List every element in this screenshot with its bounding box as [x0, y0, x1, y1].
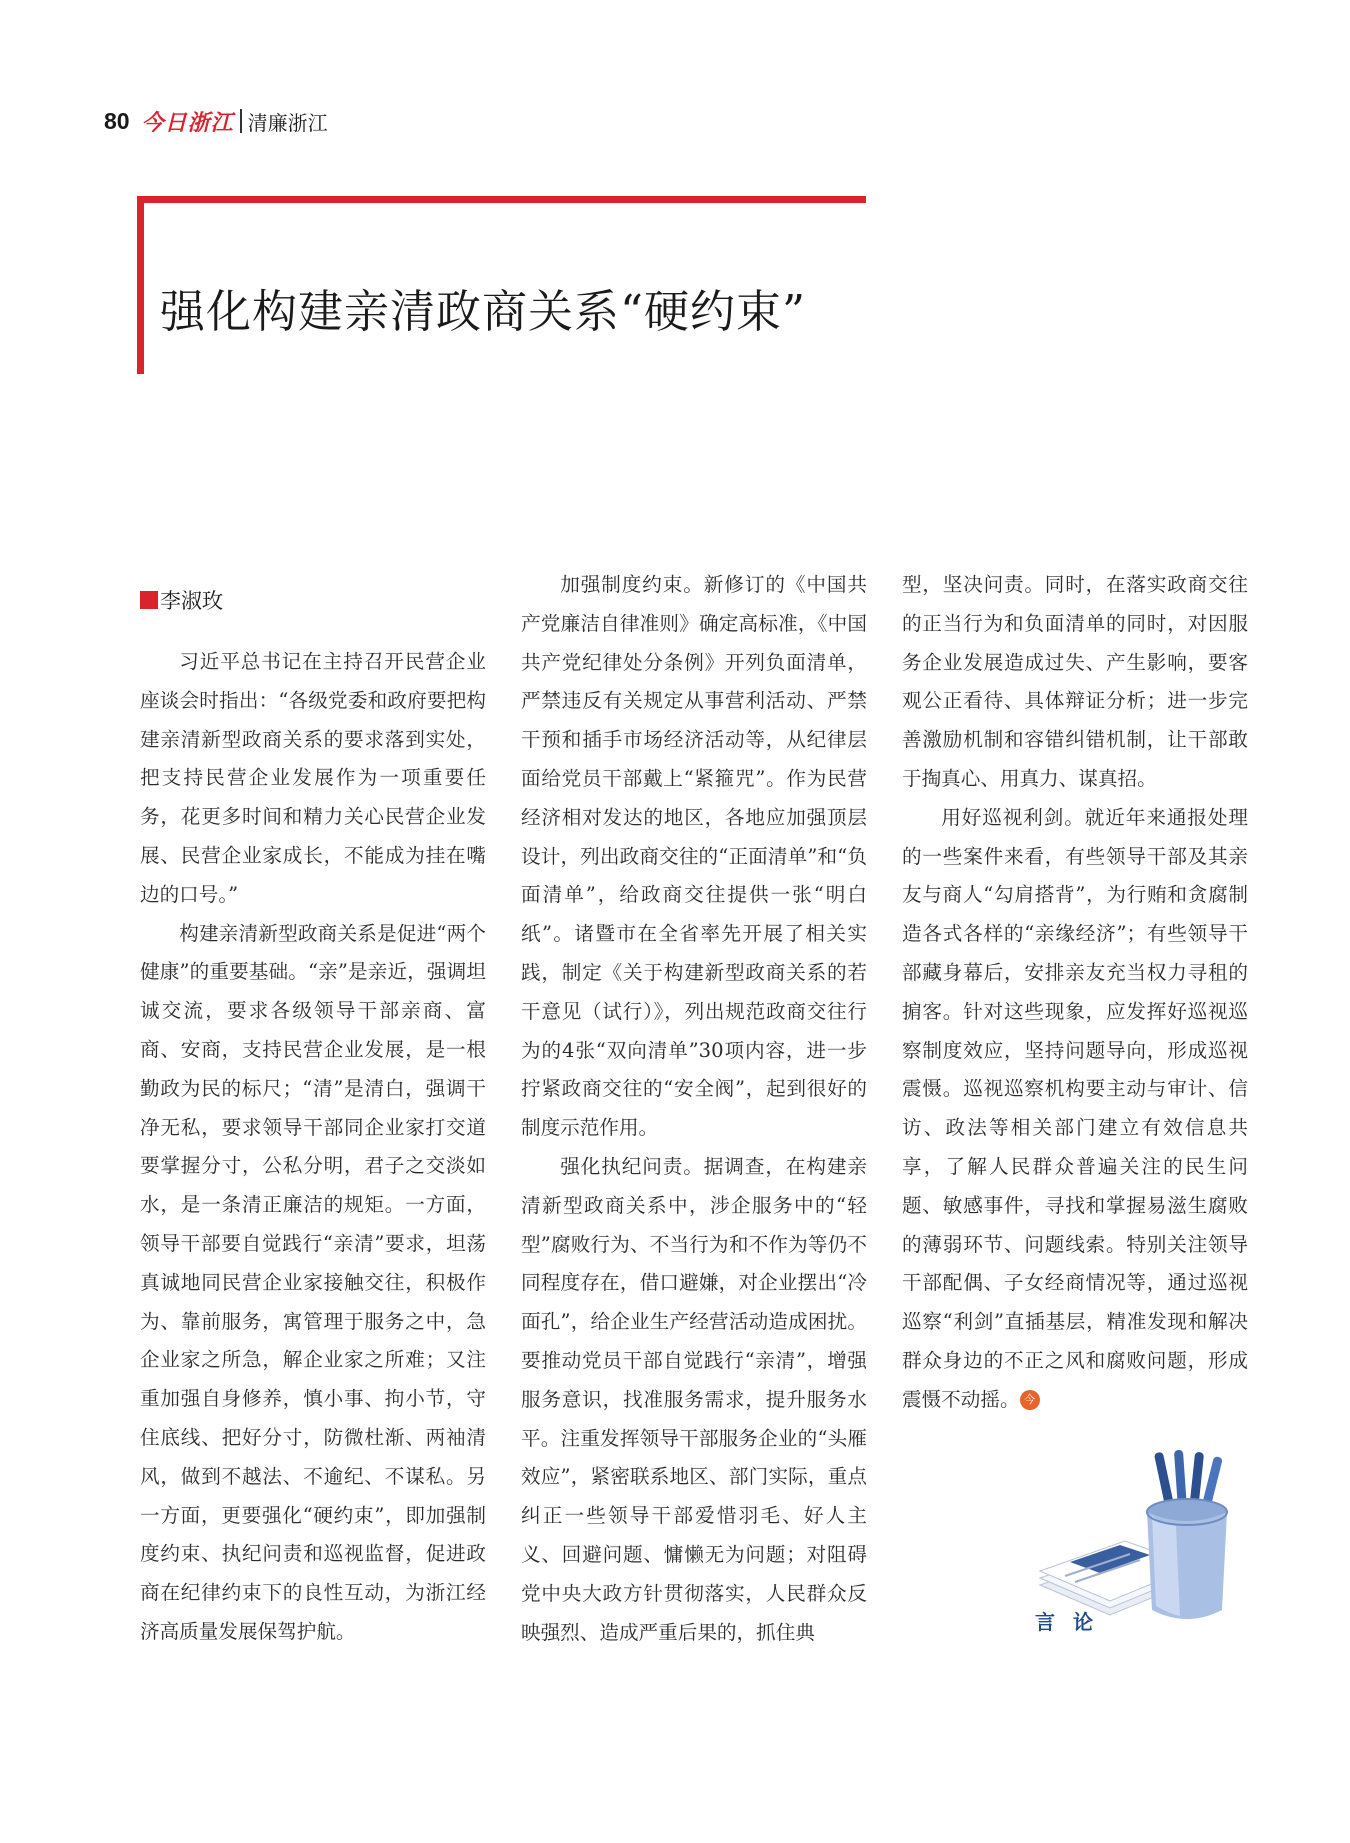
author-name: 李淑玫	[160, 589, 223, 613]
article-title: 强化构建亲清政商关系“硬约束”	[160, 285, 807, 338]
illustration-caption: 言论	[1035, 1610, 1111, 1634]
paragraph-continued: 型，坚决问责。同时，在落实政商交往的正当行为和负面清单的同时，对因服务企业发展造成过失、产生影响，要客观公正看待、具体辩证分析；进一步完善激励机制和容错纠错机制，让干部敢于掏真心、用真力、谋真招。	[902, 573, 1248, 790]
paragraph: 强化执纪问责。据调查，在构建亲清新型政商关系中，涉企服务中的“轻型”腐败行为、不当行为和不作为等仍不同程度存在，借口避嫌，对企业摆出“冷面孔”，给企业生产经营活动造成困扰。要推动党员干部自觉践行“亲清”，增强服务意识，找准服务需求，提升服务水平。注重发挥领导干部服务企业的“头雁效应”，紧密联系地区、部门实际，重点纠正一些领导干部爱惜羽毛、好人主义、回避问题、慵懒无为问题；对阻碍党中央大政方针贯彻落实，人民群众反映强烈、造成严重后果的，抓住典	[521, 1154, 867, 1644]
paragraph: 构建亲清新型政商关系是促进“两个健康”的重要基础。“亲”是亲近，强调坦诚交流，要求各级领导干部亲商、富商、安商，支持民营企业发展，是一根勤政为民的标尺；“清”是清白，强调干净无私，要求领导干部同企业家打交道要掌握分寸，公私分明，君子之交淡如水，是一条清正廉洁的规矩。一方面，领导干部要自觉践行“亲清”要求，坦荡真诚地同民营企业家接触交往，积极作为、靠前服务，寓管理于服务之中，急企业家之所急，解企业家之所难；又注重加强自身修养，慎小事、拘小节，守住底线、把好分寸，防微杜渐、两袖清风，做到不越法、不逾纪、不谋私。另一方面，更要强化“硬约束”，即加强制度约束、执纪问责和巡视监督，促进政商在纪律约束下的良性互动，为浙江经济高质量发展保驾护航。	[140, 921, 486, 1643]
magazine-logo: 今日浙江	[141, 109, 234, 136]
author-byline	[140, 585, 223, 615]
author-marker-icon	[140, 591, 158, 609]
end-mark-icon: 今	[1020, 1390, 1040, 1410]
section-name: 清廉浙江	[247, 110, 328, 135]
page-number: 80	[104, 107, 130, 134]
header-divider	[240, 109, 242, 133]
title-frame-top-bar	[137, 196, 866, 203]
title-frame-left-bar	[137, 196, 144, 374]
paragraph: 加强制度约束。新修订的《中国共产党廉洁自律准则》确定高标准，《中国共产党纪律处分条例》开列负面清单，严禁违反有关规定从事营利活动、严禁干预和插手市场经济活动等，从纪律层面给党员干部戴上“紧箍咒”。作为民营经济相对发达的地区，各地应加强顶层设计，列出政商交往的“正面清单”和“负面清单”，给政商交往提供一张“明白纸”。诸暨市在全省率先开展了相关实践，制定《关于构建新型政商关系的若干意见（试行）》，列出规范政商交往行为的4张“双向清单”30项内容，进一步拧紧政商交往的“安全阀”，起到很好的制度示范作用。	[521, 573, 867, 1140]
text-column-1	[140, 643, 486, 1652]
text-column-3	[902, 566, 1248, 1420]
paragraph-text: 用好巡视利剑。就近年来通报处理的一些案件来看，有些领导干部及其亲友与商人“勾肩搭背”，为行贿和贪腐制造各式各样的“亲缘经济”；有些领导干部藏身幕后，安排亲友充当权力寻租的掮客。针对这些现象，应发挥好巡视巡察制度效应，坚持问题导向，形成巡视震慑。巡视巡察机构要主动与审计、信访、政法等相关部门建立有效信息共享，了解人民群众普遍关注的民生问题、敏感事件，寻找和掌握易滋生腐败的薄弱环节、问题线索。特别关注领导干部配偶、子女经商情况等，通过巡视巡察“利剑”直插基层，精准发现和解决群众身边的不正之风和腐败问题，形成震慑不动摇。	[902, 805, 1248, 1411]
paragraph: 习近平总书记在主持召开民营企业座谈会时指出：“各级党委和政府要把构建亲清新型政商关系的要求落到实处，把支持民营企业发展作为一项重要任务，花更多时间和精力关心民营企业发展、民营企业家成长，不能成为挂在嘴边的口号。”	[140, 650, 486, 906]
text-column-2	[521, 566, 867, 1652]
pencil-cup-icon	[1147, 1450, 1227, 1619]
page-header	[104, 104, 328, 138]
paragraph	[902, 799, 1248, 1420]
